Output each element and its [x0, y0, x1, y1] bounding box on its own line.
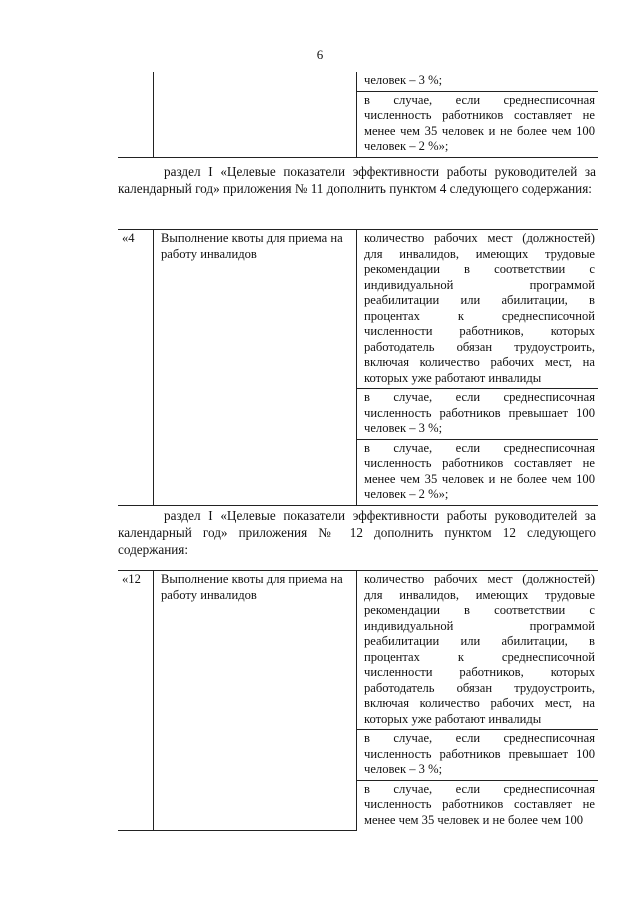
indicator-description: количество рабочих мест (должностей) для инвалидов, имеющих трудовые рекомендации в соответствии с индивидуальной программой реабилитации или абилитации, в процентах к среднесписочной численности работников, которых работодатель обязан трудоустроить, включая количество рабочих мест, на которых уже работают инвалиды — [357, 230, 599, 389]
condition-cell: в случае, если среднесписочная численность работников превышает 100 человек – 3 %; — [357, 730, 599, 781]
condition-cell: в случае, если среднесписочная численность работников составляет не менее чем 35 человек и не более чем 100 человек – 2 %»; — [357, 439, 599, 505]
amendment-paragraph — [118, 163, 596, 197]
amendment-text: раздел I «Целевые показатели эффективности работы руководителей за календарный год» приложения № 12 дополнить пунктом 12 следующего содержания: — [118, 508, 596, 557]
item-number: «12 — [118, 571, 154, 831]
indicator-table-4 — [118, 229, 598, 506]
condition-cell: человек – 3 %; — [357, 72, 599, 91]
amendment-text: раздел I «Целевые показатели эффективности работы руководителей за календарный год» приложения № 11 дополнить пунктом 4 следующего содержания: — [118, 164, 596, 196]
item-number: «4 — [118, 230, 154, 506]
condition-cell: в случае, если среднесписочная численность работников превышает 100 человек – 3 %; — [357, 389, 599, 440]
condition-cell: в случае, если среднесписочная численность работников составляет не менее чем 35 человек и не более чем 100 — [357, 780, 599, 830]
page-number: 6 — [316, 47, 324, 62]
continuation-table — [118, 72, 598, 158]
empty-cell — [118, 72, 154, 157]
indicator-name: Выполнение квоты для приема на работу инвалидов — [154, 230, 357, 506]
indicator-table-12 — [118, 570, 598, 831]
amendment-paragraph — [118, 507, 596, 558]
condition-cell: в случае, если среднесписочная численность работников составляет не менее чем 35 человек и не более чем 100 человек – 2 %»; — [357, 91, 599, 157]
indicator-name: Выполнение квоты для приема на работу инвалидов — [154, 571, 357, 831]
indicator-description: количество рабочих мест (должностей) для инвалидов, имеющих трудовые рекомендации в соответствии с индивидуальной программой реабилитации или абилитации, в процентах к среднесписочной численности работников, которых работодатель обязан трудоустроить, включая количество рабочих мест, на которых уже работают инвалиды — [357, 571, 599, 730]
empty-cell — [154, 72, 357, 157]
